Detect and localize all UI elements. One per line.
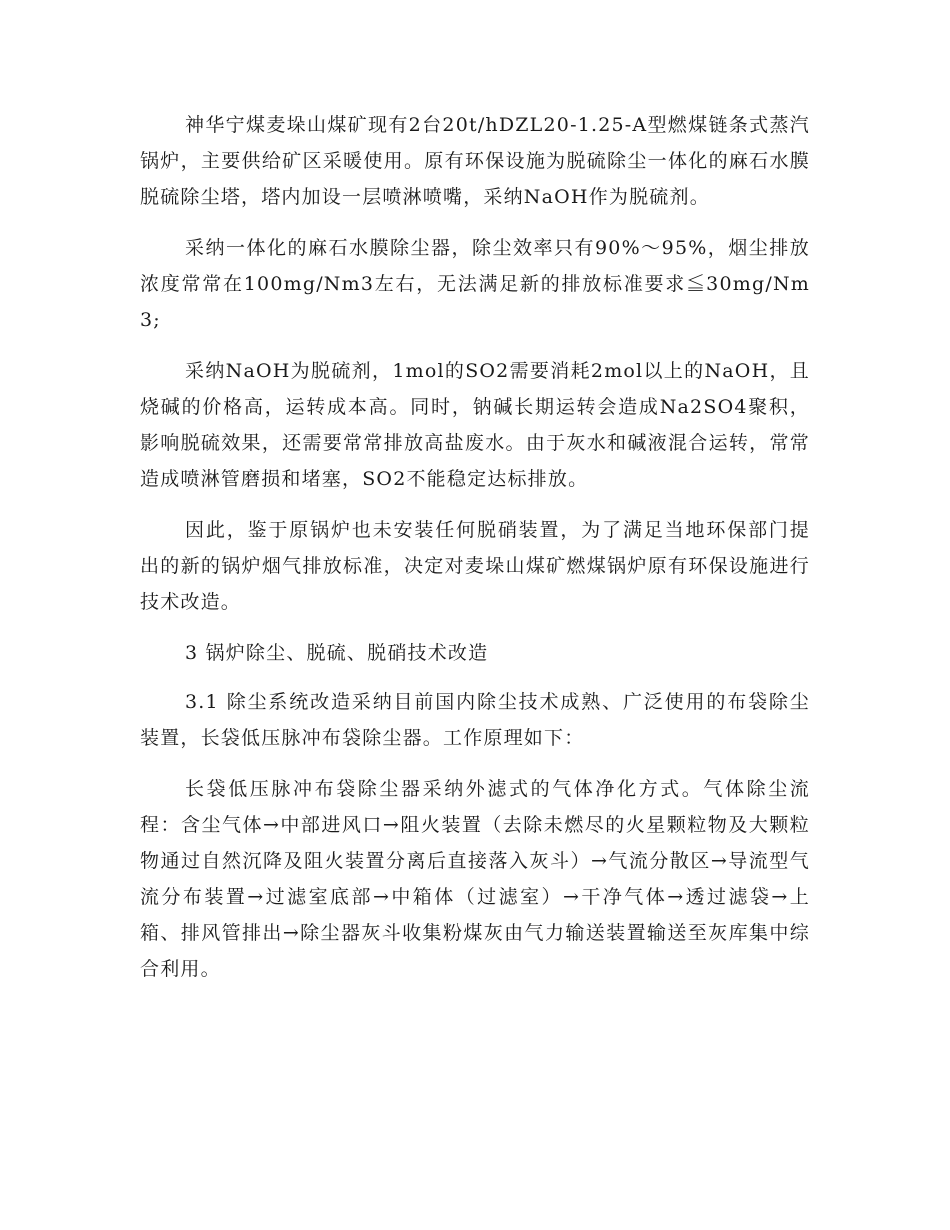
paragraph-dust-efficiency: 采纳一体化的麻石水膜除尘器，除尘效率只有90%～95%，烟尘排放浓度常常在100mg/Nm3左右，无法满足新的排放标准要求≦30mg/Nm3; (140, 237, 810, 331)
document-body (140, 107, 810, 1002)
paragraph-section-3-1: 3.1 除尘系统改造采纳目前国内除尘技术成熟、广泛使用的布袋除尘装置，长袋低压脉冲布袋除尘器。工作原理如下： (140, 691, 810, 749)
paragraph-naoh-issues: 采纳NaOH为脱硫剂，1mol的SO2需要消耗2mol以上的NaOH，且烧碱的价格高，运转成本高。同时，钠碱长期运转会造成Na2SO4聚积，影响脱硫效果，还需要常常排放高盐废水。由于灰水和碱液混合运转，常常造成喷淋管磨损和堵塞，SO2不能稳定达标排放。 (140, 360, 810, 490)
paragraph-filter-process: 长袋低压脉冲布袋除尘器采纳外滤式的气体净化方式。气体除尘流程：含尘气体→中部进风口→阻火装置（去除未燃尽的火星颗粒物及大颗粒物通过自然沉降及阻火装置分离后直接落入灰斗）→气流分散区→导流型气流分布装置→过滤室底部→中箱体（过滤室）→干净气体→透过滤袋→上箱、排风管排出→除尘器灰斗收集粉煤灰由气力输送装置输送至灰库集中综合利用。 (140, 778, 810, 980)
section-heading-3: 3 锅炉除尘、脱硫、脱硝技术改造 (185, 642, 489, 664)
paragraph-boiler-overview: 神华宁煤麦垛山煤矿现有2台20t/hDZL20-1.25-A型燃煤链条式蒸汽锅炉，主要供给矿区采暖使用。原有环保设施为脱硫除尘一体化的麻石水膜脱硫除尘塔，塔内加设一层喷淋喷嘴，采纳NaOH作为脱硫剂。 (140, 114, 810, 208)
paragraph-retrofit-decision: 因此，鉴于原锅炉也未安装任何脱硝装置，为了满足当地环保部门提出的新的锅炉烟气排放标准，决定对麦垛山煤矿燃煤锅炉原有环保设施进行技术改造。 (140, 519, 810, 613)
